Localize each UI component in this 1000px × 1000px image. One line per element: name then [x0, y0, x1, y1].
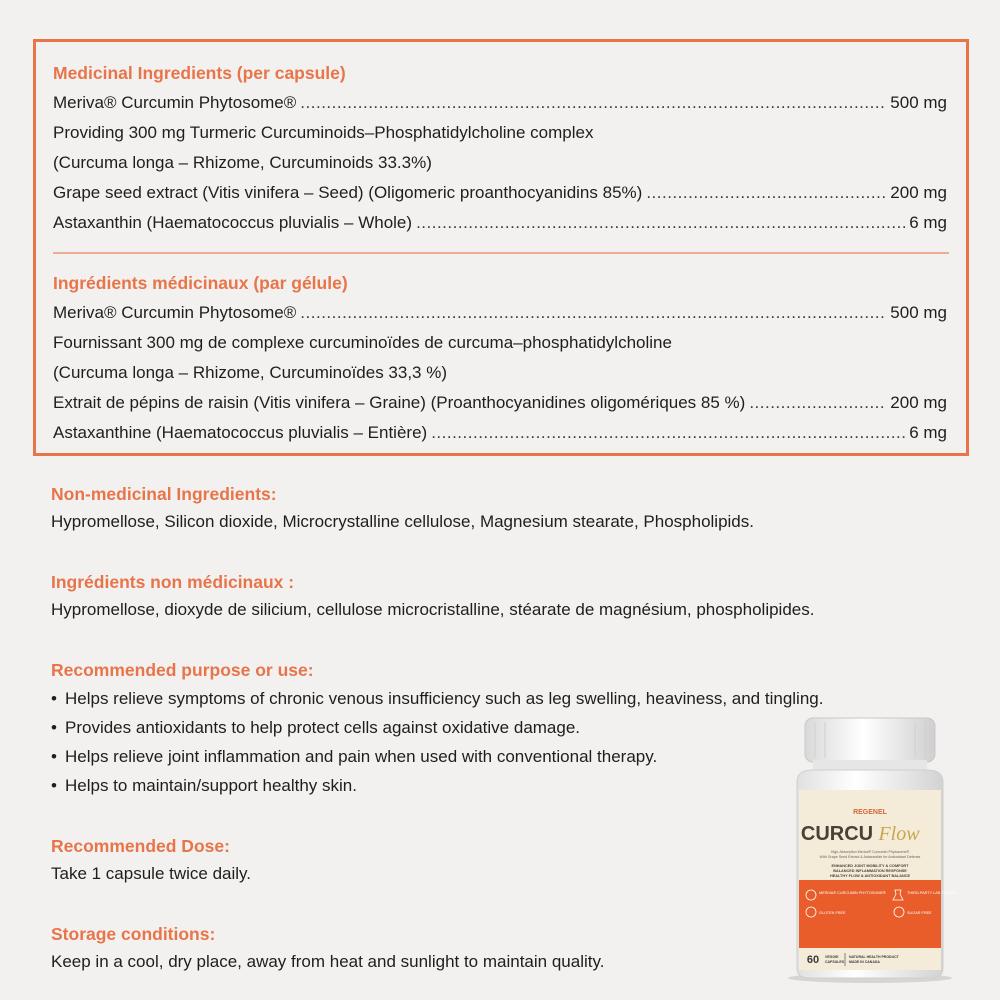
- ingredient-amount: 6 mg: [909, 213, 947, 232]
- bottle-badge: SUGAR FREE: [907, 911, 932, 915]
- medicinal-fr-title: Ingrédients médicinaux (par gélule): [53, 273, 348, 293]
- storage-text: Keep in a cool, dry place, away from heat and sunlight to maintain quality.: [51, 952, 605, 971]
- ingredient-detail: (Curcuma longa – Rhizome, Curcuminoïdes 33,3 %): [53, 363, 448, 382]
- ingredient-detail: Providing 300 mg Turmeric Curcuminoids–Phosphatidylcholine complex: [53, 123, 594, 142]
- product-bottle-image: [775, 716, 965, 984]
- leader-dots: [300, 88, 886, 118]
- list-item: • Helps to maintain/support healthy skin.: [51, 771, 971, 800]
- nonmed-en-title: Non-medicinal Ingredients:: [51, 484, 277, 504]
- leader-dots: [646, 178, 886, 208]
- bottle-count-label: VEGGIE: [825, 955, 839, 959]
- ingredient-row: [53, 208, 947, 238]
- ingredient-name: Extrait de pépins de raisin (Vitis vinifera – Graine) (Proanthocyanidines oligomériques 85 %): [53, 393, 746, 412]
- list-item: • Helps relieve symptoms of chronic venous insufficiency such as leg swelling, heaviness, and tingling.: [51, 684, 971, 713]
- storage-title: Storage conditions:: [51, 924, 216, 944]
- ingredient-amount: 6 mg: [909, 423, 947, 442]
- bottle-benefit: ENHANCED JOINT MOBILITY & COMFORT: [831, 864, 909, 868]
- bottle-tagline: With Grape Seed Extract & Astaxanthin for Antioxidant Defense: [819, 855, 921, 859]
- bottle-count-label: CAPSULES: [825, 960, 845, 964]
- ingredient-row: [53, 178, 947, 208]
- ingredient-amount: 500 mg: [890, 93, 947, 112]
- medicinal-en-title: Medicinal Ingredients (per capsule): [53, 63, 346, 83]
- bottle-brand: REGENEL: [853, 809, 887, 816]
- bullet-icon: •: [51, 718, 57, 737]
- ingredient-name: Meriva® Curcumin Phytosome®: [53, 303, 297, 322]
- nonmed-en-text: Hypromellose, Silicon dioxide, Microcrystalline cellulose, Magnesium stearate, Phospholipids.: [51, 512, 754, 531]
- bottle-badge: MERIVA® CURCUMIN PHYTOSOME®: [819, 891, 886, 895]
- list-item: • Helps relieve joint inflammation and pain when used with conventional therapy.: [51, 742, 971, 771]
- dose-text: Take 1 capsule twice daily.: [51, 864, 252, 883]
- ingredient-detail: (Curcuma longa – Rhizome, Curcuminoids 33.3%): [53, 153, 432, 172]
- leader-dots: [416, 208, 905, 238]
- ingredient-row: [53, 88, 947, 118]
- leader-dots: [749, 388, 886, 418]
- ingredient-name: Astaxanthine (Haematococcus pluvialis – Entière): [53, 423, 428, 442]
- nonmed-fr-title: Ingrédients non médicinaux :: [51, 572, 295, 592]
- dose-title: Recommended Dose:: [51, 836, 230, 856]
- bottle-name-part1: CURCU: [800, 823, 874, 845]
- ingredient-amount: 200 mg: [890, 393, 947, 412]
- leader-dots: [300, 298, 886, 328]
- section-divider: [53, 252, 949, 254]
- bottle-count: 60: [806, 954, 820, 966]
- bottle-benefit: BALANCED INFLAMMATION RESPONSE: [833, 869, 907, 873]
- bottle-benefit: HEALTHY FLOW & ANTIOXIDANT BALANCE: [829, 874, 911, 878]
- bottle-badge: THIRD-PARTY LAB TESTED: [907, 891, 957, 895]
- bullet-icon: •: [51, 689, 57, 708]
- bottle-tagline: High-Absorption Meriva® Curcumin Phytosome®: [830, 850, 910, 854]
- ingredient-row: [53, 418, 947, 448]
- nonmed-fr-text: Hypromellose, dioxyde de silicium, cellulose microcristalline, stéarate de magnésium, phospholipides.: [51, 600, 815, 619]
- bullet-icon: •: [51, 747, 57, 766]
- bottle-footer: NATURAL HEALTH PRODUCT: [849, 955, 899, 959]
- ingredient-name: Astaxanthin (Haematococcus pluvialis – Whole): [53, 213, 413, 232]
- bottle-name-part2: Flow: [878, 823, 920, 845]
- ingredient-amount: 200 mg: [890, 183, 947, 202]
- ingredient-name: Meriva® Curcumin Phytosome®: [53, 93, 297, 112]
- leader-dots: [431, 418, 905, 448]
- ingredient-amount: 500 mg: [890, 303, 947, 322]
- ingredient-row: [53, 388, 947, 418]
- list-item: • Provides antioxidants to help protect cells against oxidative damage.: [51, 713, 971, 742]
- purpose-title: Recommended purpose or use:: [51, 660, 314, 680]
- ingredient-row: [53, 298, 947, 328]
- bullet-icon: •: [51, 776, 57, 795]
- medicinal-ingredients-box: [33, 39, 969, 456]
- bottle-footer: MADE IN CANADA: [849, 960, 880, 964]
- ingredient-name: Grape seed extract (Vitis vinifera – Seed) (Oligomeric proanthocyanidins 85%): [53, 183, 643, 202]
- ingredient-detail: Fournissant 300 mg de complexe curcuminoïdes de curcuma–phosphatidylcholine: [53, 333, 672, 352]
- bottle-badge: GLUTEN FREE: [819, 911, 846, 915]
